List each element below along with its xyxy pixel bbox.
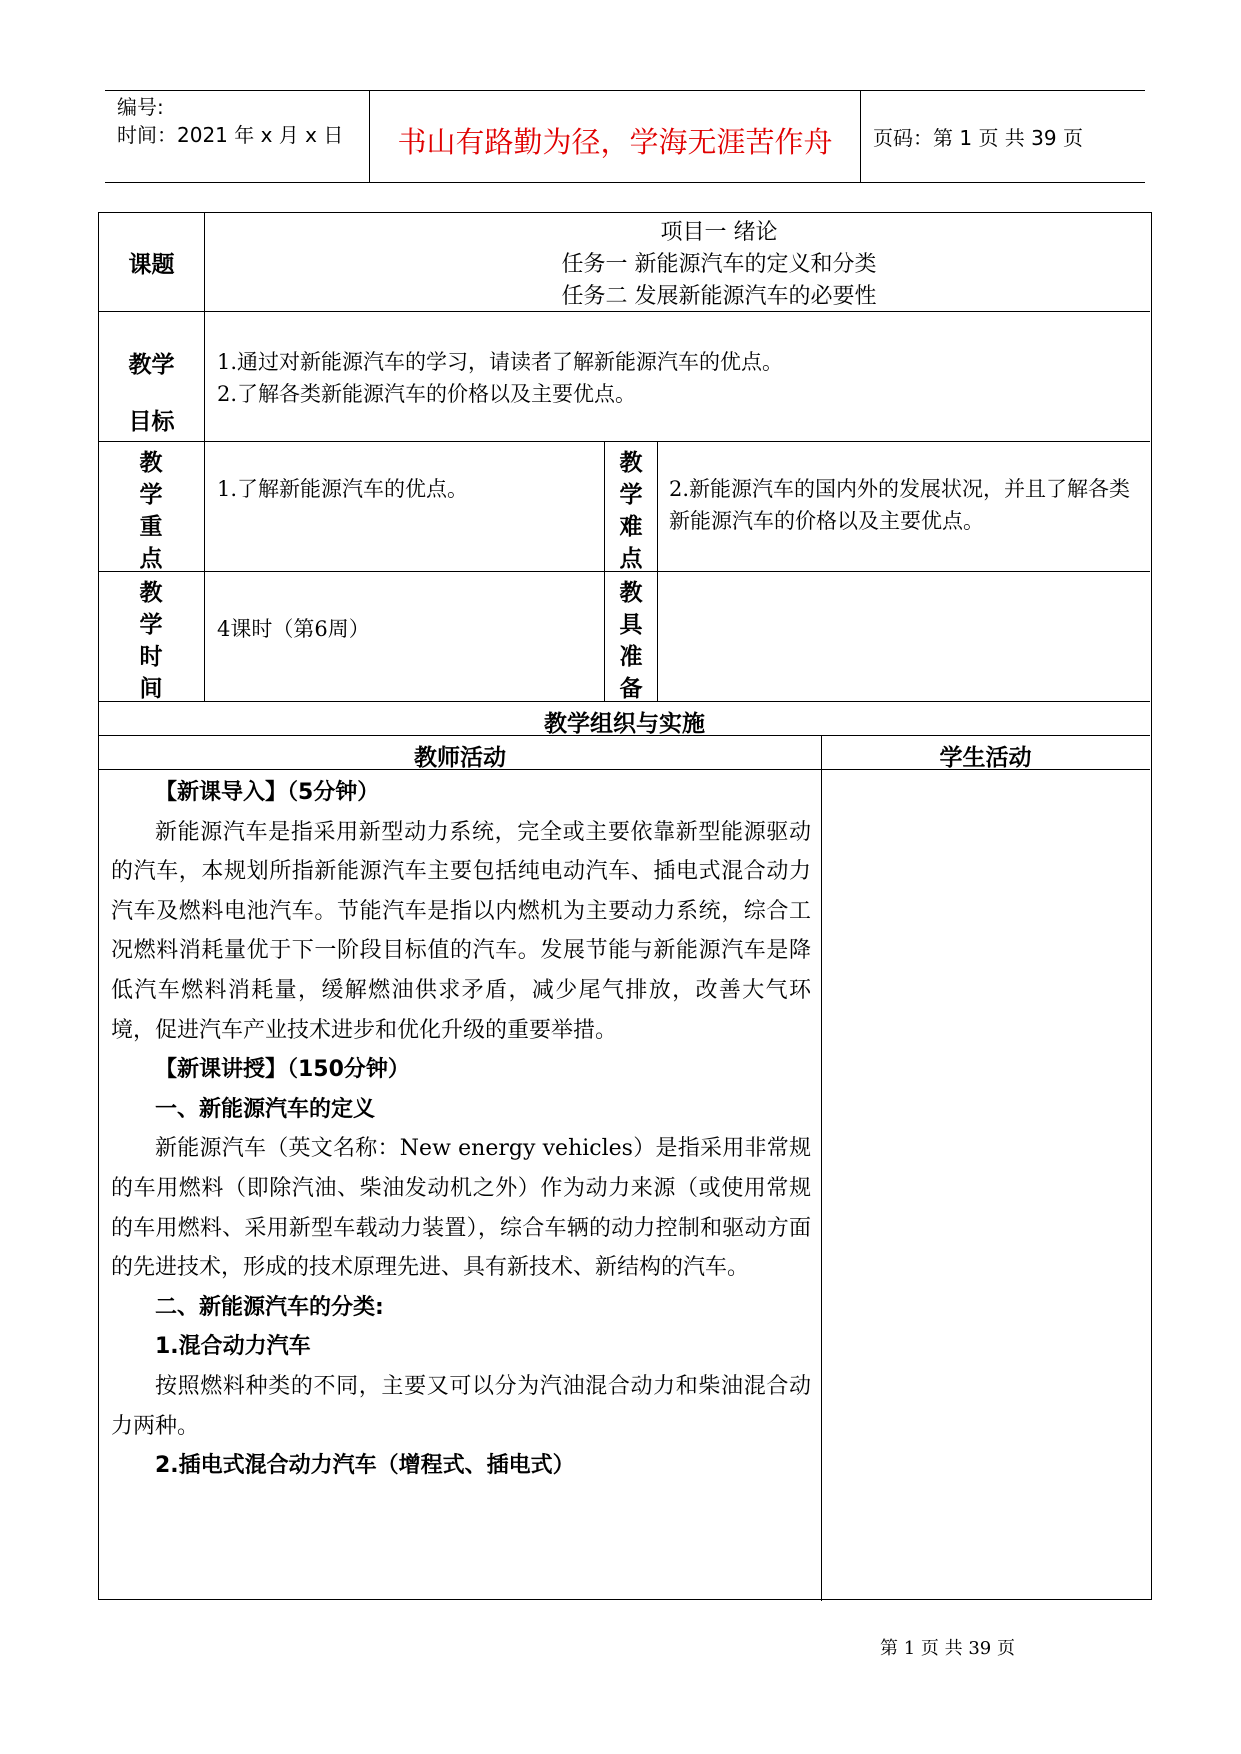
header-top-rule: [105, 90, 1145, 91]
goal-item: 2.了解各类新能源汽车的价格以及主要优点。: [217, 382, 637, 406]
teacher-column-header: 教师活动: [414, 745, 506, 771]
focus-text: 1.了解新能源汽车的优点。: [217, 477, 469, 501]
col-divider: [204, 213, 205, 701]
difficulty-text: 2.新能源汽车的国内外的发展状况，并且了解各类新能源汽车的价格以及主要优点。: [669, 477, 1131, 533]
definition-heading: 一、新能源汽车的定义: [155, 1096, 376, 1122]
page-footer: 第 1 页 共 39 页: [880, 1638, 1015, 1659]
goals-text: [217, 346, 1137, 410]
header-bottom-rule: [105, 182, 1145, 183]
teacher-activity-content: [111, 773, 811, 1486]
hybrid-heading: 1.混合动力汽车: [155, 1334, 311, 1360]
goal-label: 教学: [128, 352, 175, 378]
lesson-plan-table: [98, 212, 1152, 1600]
hybrid-paragraph: 按照燃料种类的不同，主要又可以分为汽油混合动力和柴油混合动力两种。: [111, 1373, 811, 1439]
focus-label: 教学重点: [139, 450, 163, 572]
header-meta: [117, 93, 343, 149]
number-label: 编号:: [117, 95, 164, 119]
col-divider: [821, 735, 822, 1601]
time-label: 教学时间: [139, 580, 163, 702]
time-label: 时间：2021 年 x 月 x 日: [117, 123, 344, 147]
definition-paragraph: 新能源汽车（英文名称：New energy vehicles）是指采用非常规的车用燃料（即除汽油、柴油发动机之外）作为动力来源（或使用常规的车用燃料、采用新型车载动力装置），综合车辆的动力控制和驱动方面的先进技术，形成的技术原理先进、具有新技术、新结构的汽车。: [111, 1136, 811, 1281]
header-page-label: 页码：第 1 页 共 39 页: [873, 126, 1083, 150]
header-divider: [860, 90, 861, 183]
col-divider: [604, 441, 605, 701]
topic-line: 项目一 绪论: [660, 220, 778, 245]
section-title: 教学组织与实施: [544, 711, 705, 737]
topic-title: [289, 217, 1149, 313]
plugin-heading: 2.插电式混合动力汽车（增程式、插电式）: [155, 1453, 575, 1479]
goal-item: 1.通过对新能源汽车的学习，请读者了解新能源汽车的优点。: [217, 350, 784, 374]
student-column-header: 学生活动: [939, 745, 1032, 771]
intro-paragraph: 新能源汽车是指采用新型动力系统，完全或主要依靠新型能源驱动的汽车，本规划所指新能源汽车主要包括纯电动汽车、插电式混合动力汽车及燃料电池汽车。节能汽车是指以内燃机为主要动力系统，综合工况燃料消耗量优于下一阶段目标值的汽车。发展节能与新能源汽车是降低汽车燃料消耗量，缓解燃油供求矛盾，减少尾气排放，改善大气环境，促进汽车产业技术进步和优化升级的重要举措。: [111, 819, 811, 1043]
document-header: [105, 90, 1145, 185]
motto: 书山有路勤为径，学海无涯苦作舟: [397, 125, 833, 159]
classification-heading: 二、新能源汽车的分类:: [155, 1294, 384, 1320]
col-divider: [657, 441, 658, 701]
header-divider: [369, 90, 370, 183]
lecture-heading: 【新课讲授】（150分钟）: [155, 1057, 410, 1083]
topic-label: 课题: [128, 252, 175, 278]
topic-line: 任务一 新能源汽车的定义和分类: [561, 252, 877, 277]
topic-line: 任务二 发展新能源汽车的必要性: [561, 284, 877, 309]
difficulty-label: 教学难点: [619, 450, 643, 572]
intro-heading: 【新课导入】（5分钟）: [155, 780, 380, 805]
goal-label: 目标: [128, 409, 175, 435]
time-text: 4课时（第6周）: [217, 617, 370, 641]
row-divider: [99, 441, 1150, 442]
tools-label: 教具准备: [619, 580, 643, 702]
